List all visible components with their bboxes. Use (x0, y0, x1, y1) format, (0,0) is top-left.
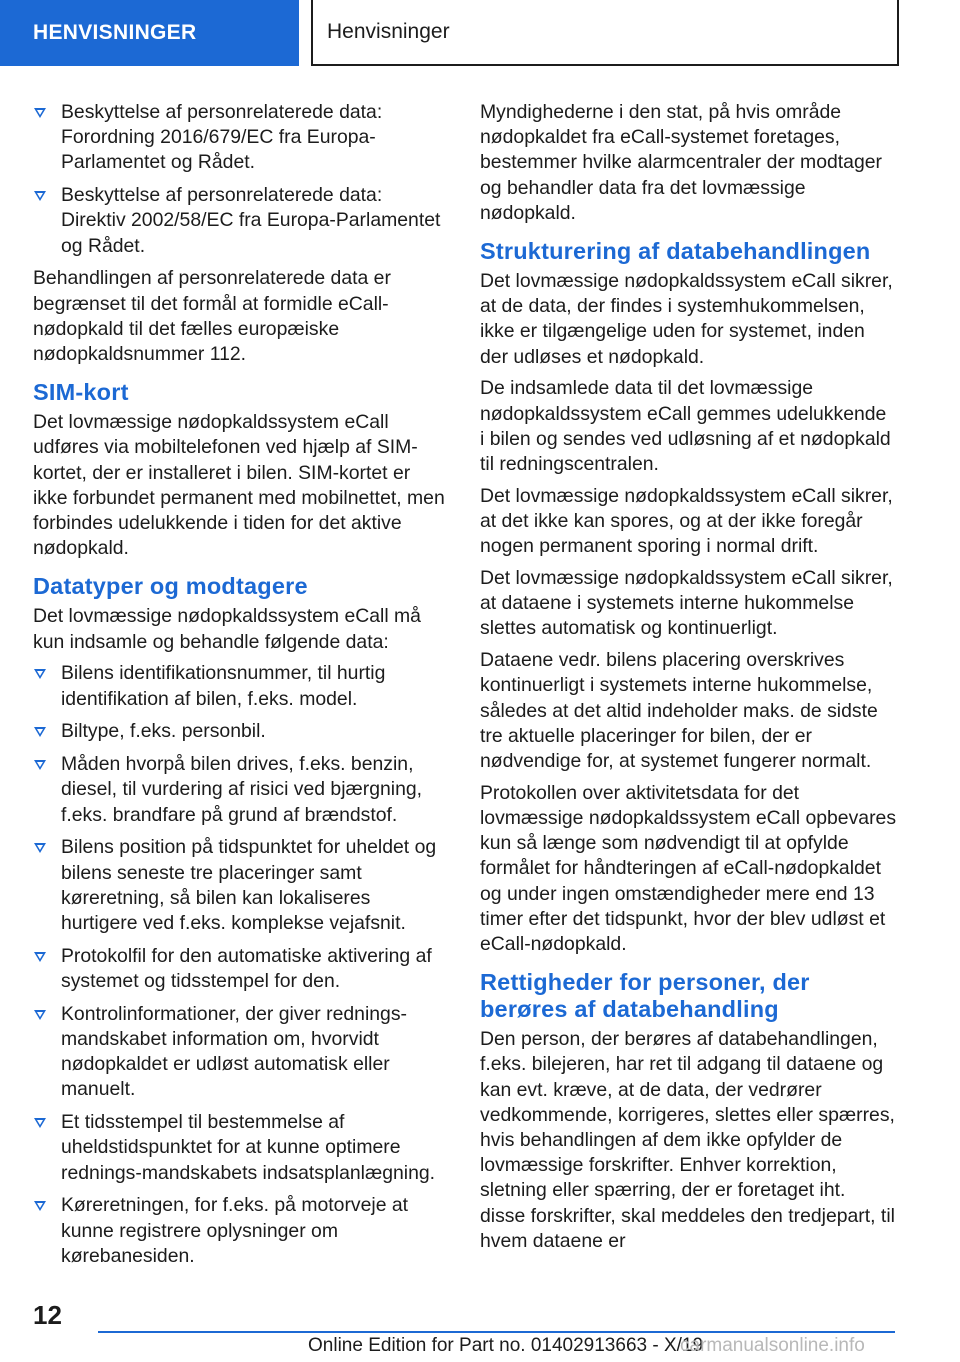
watermark-text: carmanualsonline.info (680, 1335, 865, 1356)
list-item: Biltype, f.eks. personbil. (33, 719, 450, 744)
heading-structuring: Strukturering af databehandlingen (480, 238, 871, 265)
heading-sim-card: SIM-kort (33, 379, 129, 406)
list-item: Kontrolinformationer, der giver rednings-mandskabet information om, hvorvidt nødopkaldet er udløst automatisk eller manuelt. (33, 1002, 450, 1103)
triangle-bullet-icon (34, 669, 46, 679)
reference-list (33, 100, 450, 259)
triangle-bullet-icon (34, 952, 46, 962)
paragraph: Behandlingen af personrelaterede data er begrænset til det formål at formidle eCall-nødopkald til det fælles europæiske nødopkaldsnummer 112. (33, 267, 391, 366)
paragraph: Det lovmæssige nødopkaldssystem eCall sikrer, at de data, der findes i systemhukommelsen, ikke er tilgængelige uden for systemet, inden der udløses et nødopkald. (480, 270, 893, 368)
data-types-list (33, 661, 450, 1269)
paragraph: Dataene vedr. bilens placering overskrives kontinuerligt i systemets interne hukommelse, således at det altid indeholder maks. de sidste tre aktuelle placeringer for bilen, der er nødvendige for, at systemet fungerer normalt. (480, 649, 878, 773)
paragraph: Det lovmæssige nødopkaldssystem eCall udføres via mobiltelefonen ved hjælp af SIM-kortet, der er installeret i bilen. SIM-kortet er ikke forbundet permanent med mobilnettet, men forbindes udelukkende i tiden for det aktive nødopkald. (33, 411, 445, 560)
list-item: Køreretningen, for f.eks. på motorveje at kunne registrere oplysninger om kørebanesiden. (33, 1193, 450, 1269)
paragraph: Det lovmæssige nødopkaldssystem eCall sikrer, at det ikke kan spores, og at der ikke foregår nogen permanent sporing i normal drift. (480, 484, 893, 558)
triangle-bullet-icon (34, 191, 46, 201)
triangle-bullet-icon (34, 727, 46, 737)
triangle-bullet-icon (34, 1118, 46, 1128)
right-column (480, 100, 896, 1261)
left-column (33, 100, 450, 1277)
list-item: Bilens position på tidspunktet for uheldet og bilens seneste tre placeringer samt køreretning, så bilen kan lokaliseres hurtigere ved f.eks. komplekse vejafsnit. (33, 835, 450, 936)
page-number: 12 (33, 1300, 62, 1330)
section-title: Henvisninger (327, 20, 450, 43)
list-item: Bilens identifikationsnummer, til hurtig identifikation af bilen, f.eks. model. (33, 661, 450, 711)
paragraph: Det lovmæssige nødopkaldssystem eCall sikrer, at dataene i systemets interne hukommelse slettes automatisk og kontinuerligt. (480, 567, 893, 640)
list-item: Beskyttelse af personrelaterede data: Direktiv 2002/58/EC fra Europa-Parlamentet og Rådet. (33, 183, 450, 259)
paragraph: Den person, der berøres af databehandlingen, f.eks. bilejeren, har ret til adgang til dataene og kan evt. kræve, at de data, der vedrører vedkommende, korrigeres, slettes eller spærres, hvis behandlingen af dem ikke opfylder de lovmæssige forskrifter. Enhver korrektion, sletning eller spærring, der er foretaget iht. disse forskrifter, skal meddeles den tredjepart, til hvem dataene er (480, 1028, 895, 1252)
triangle-bullet-icon (34, 108, 46, 118)
paragraph: Myndighederne i den stat, på hvis område nødopkaldet fra eCall-systemet foretages, bestemmer hvilke alarmcentraler der modtager og behandler data fra det lovmæssige nødopkald. (480, 101, 882, 224)
triangle-bullet-icon (34, 1010, 46, 1020)
triangle-bullet-icon (34, 843, 46, 853)
edition-text: Online Edition for Part no. 01402913663 - X/19 (308, 1335, 704, 1356)
section-title-box (311, 0, 899, 66)
triangle-bullet-icon (34, 760, 46, 770)
page-header (0, 0, 960, 66)
paragraph: Protokollen over aktivitetsdata for det lovmæssige nødopkaldssystem eCall opbevares kun så længe som nødvendigt til at opfylde formålet for håndteringen af eCall-nødopkaldet og under ingen omstændigheder mere end 13 timer efter det tidspunkt, hvor der blev udløst et eCall-nødopkald. (480, 781, 897, 956)
list-item: Protokolfil for den automatiske aktivering af systemet og tidsstempel for den. (33, 944, 450, 994)
paragraph: Det lovmæssige nødopkaldssystem eCall må kun indsamle og behandle følgende data: (33, 605, 421, 653)
triangle-bullet-icon (34, 1201, 46, 1211)
heading-rights: Rettigheder for personer, der berøres af databehandling (480, 969, 810, 1023)
list-item: Måden hvorpå bilen drives, f.eks. benzin, diesel, til vurdering af risici ved bjærgning, f.eks. brandfare på grund af brændstof. (33, 752, 450, 828)
heading-data-types: Datatyper og modtagere (33, 573, 308, 600)
list-item: Beskyttelse af personrelaterede data: Forordning 2016/679/EC fra Europa-Parlamentet og Rådet. (33, 100, 450, 176)
list-item: Et tidsstempel til bestemmelse af uheldstidspunktet for at kunne optimere rednings-mandskabets indsatsplanlægning. (33, 1110, 450, 1186)
paragraph: De indsamlede data til det lovmæssige nødopkaldssystem eCall gemmes udelukkende i bilen og sendes ved udløsning af et nødopkald til redningscentralen. (480, 377, 891, 476)
section-tab: HENVISNINGER (0, 0, 299, 66)
